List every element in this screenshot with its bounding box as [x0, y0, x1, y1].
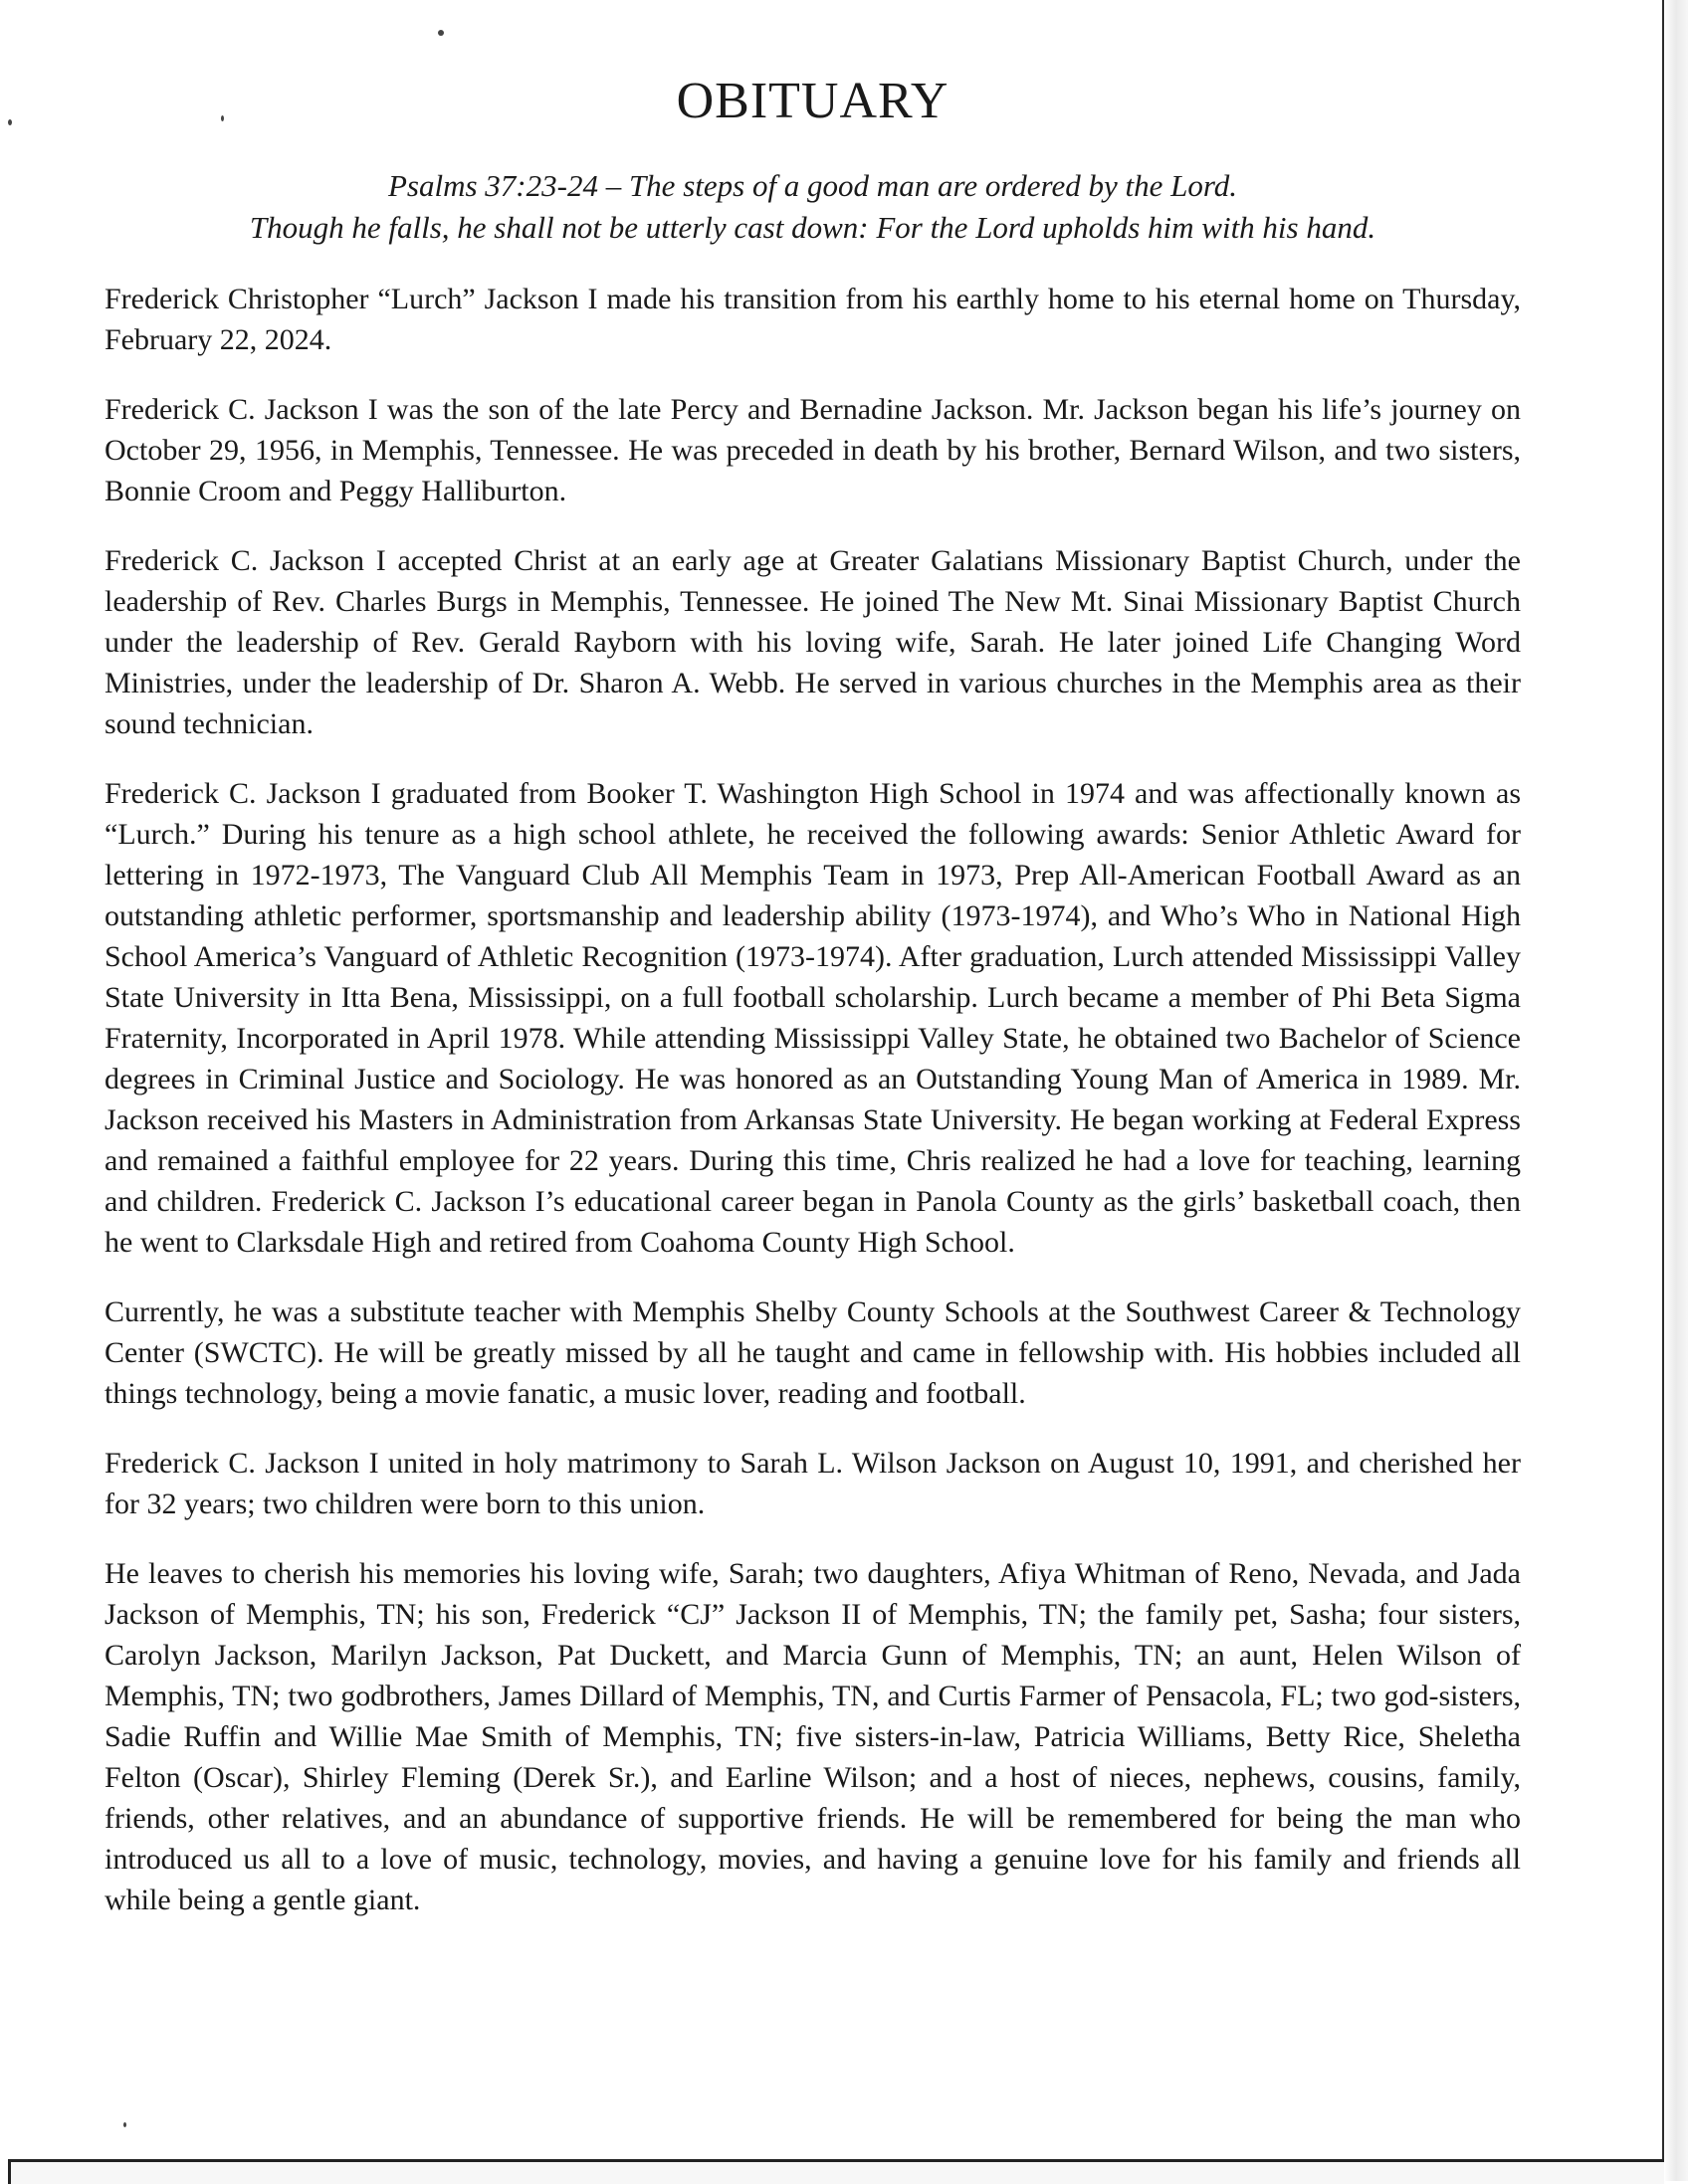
obituary-document: [105, 68, 1521, 1949]
scripture-verse: [105, 165, 1521, 249]
verse-line-1: Psalms 37:23-24 – The steps of a good man are ordered by the Lord.: [387, 168, 1237, 203]
paragraph-marriage: Frederick C. Jackson I united in holy matrimony to Sarah L. Wilson Jackson on August 10, 1991, and cherished her for 32 years; two children were born to this union.: [105, 1447, 1521, 1520]
scan-speck: [438, 30, 444, 36]
scan-speck: [8, 119, 12, 125]
verse-line-2: Though he falls, he shall not be utterly cast down: For the Lord upholds him with his hand.: [249, 210, 1376, 245]
paragraph-family-origin: Frederick C. Jackson I was the son of the late Percy and Bernadine Jackson. Mr. Jackson began his life’s journey on October 29, 1956, in Memphis, Tennessee. He was preceded in death by his brother, Bernard Wilson, and two sisters, Bonnie Croom and Peggy Halliburton.: [105, 393, 1521, 507]
paragraph-education-career: Frederick C. Jackson I graduated from Booker T. Washington High School in 1974 and was affectionally known as “Lurch.” During his tenure as a high school athlete, he received the following awards: Senior Athletic Award for lettering in 1972-1973, The Vanguard Club All Memphis Team in 1973, Prep All-American Football Award as an outstanding athletic performer, sportsmanship and leadership ability (1973-1974), and Who’s Who in National High School America’s Vanguard of Athletic Recognition (1973-1974). After graduation, Lurch attended Mississippi Valley State University in Itta Bena, Mississippi, on a full football scholarship. Lurch became a member of Phi Beta Sigma Fraternity, Incorporated in April 1978. While attending Mississippi Valley State, he obtained two Bachelor of Science degrees in Criminal Justice and Sociology. He was honored as an Outstanding Young Man of America in 1989. Mr. Jackson received his Masters in Administration from Arkansas State University. He began working at Federal Express and remained a faithful employee for 22 years. During this time, Chris realized he had a love for teaching, learning and children. Frederick C. Jackson I’s educational career began in Panola County as the girls’ basketball coach, then he went to Clarksdale High and retired from Coahoma County High School.: [105, 777, 1521, 1259]
scan-speck: [123, 2122, 126, 2127]
paragraph-survivors: He leaves to cherish his memories his loving wife, Sarah; two daughters, Afiya Whitman of Reno, Nevada, and Jada Jackson of Memphis, TN; his son, Frederick “CJ” Jackson II of Memphis, TN; the family pet, Sasha; four sisters, Carolyn Jackson, Marilyn Jackson, Pat Duckett, and Marcia Gunn of Memphis, TN; an aunt, Helen Wilson of Memphis, TN; two godbrothers, James Dillard of Memphis, TN, and Curtis Farmer of Pensacola, FL; two god-sisters, Sadie Ruffin and Willie Mae Smith of Memphis, TN; five sisters-in-law, Patricia Williams, Betty Rice, Sheletha Felton (Oscar), Shirley Fleming (Derek Sr.), and Earline Wilson; and a host of nieces, nephews, cousins, family, friends, other relatives, and an abundance of supportive friends. He will be remembered for being the man who introduced us all to a love of music, technology, movies, and having a genuine love for his family and friends all while being a gentle giant.: [105, 1557, 1521, 1916]
scan-page-edge-bottom: [8, 2159, 1664, 2184]
document-title: OBITUARY: [676, 73, 950, 129]
paragraph-transition: Frederick Christopher “Lurch” Jackson I made his transition from his earthly home to his eternal home on Thursday, February 22, 2024.: [105, 283, 1521, 356]
paragraph-teaching-hobbies: Currently, he was a substitute teacher with Memphis Shelby County Schools at the Southwest Career & Technology Center (SWCTC). He will be greatly missed by all he taught and came in fellowship with. His hobbies included all things technology, being a movie fanatic, a music lover, reading and football.: [105, 1295, 1521, 1410]
scan-page-edge-right: [1662, 0, 1688, 2181]
paragraph-faith: Frederick C. Jackson I accepted Christ at an early age at Greater Galatians Missionary Baptist Church, under the leadership of Rev. Charles Burgs in Memphis, Tennessee. He joined The New Mt. Sinai Missionary Baptist Church under the leadership of Rev. Gerald Rayborn with his loving wife, Sarah. He later joined Life Changing Word Ministries, under the leadership of Dr. Sharon A. Webb. He served in various churches in the Memphis area as their sound technician.: [105, 544, 1521, 740]
